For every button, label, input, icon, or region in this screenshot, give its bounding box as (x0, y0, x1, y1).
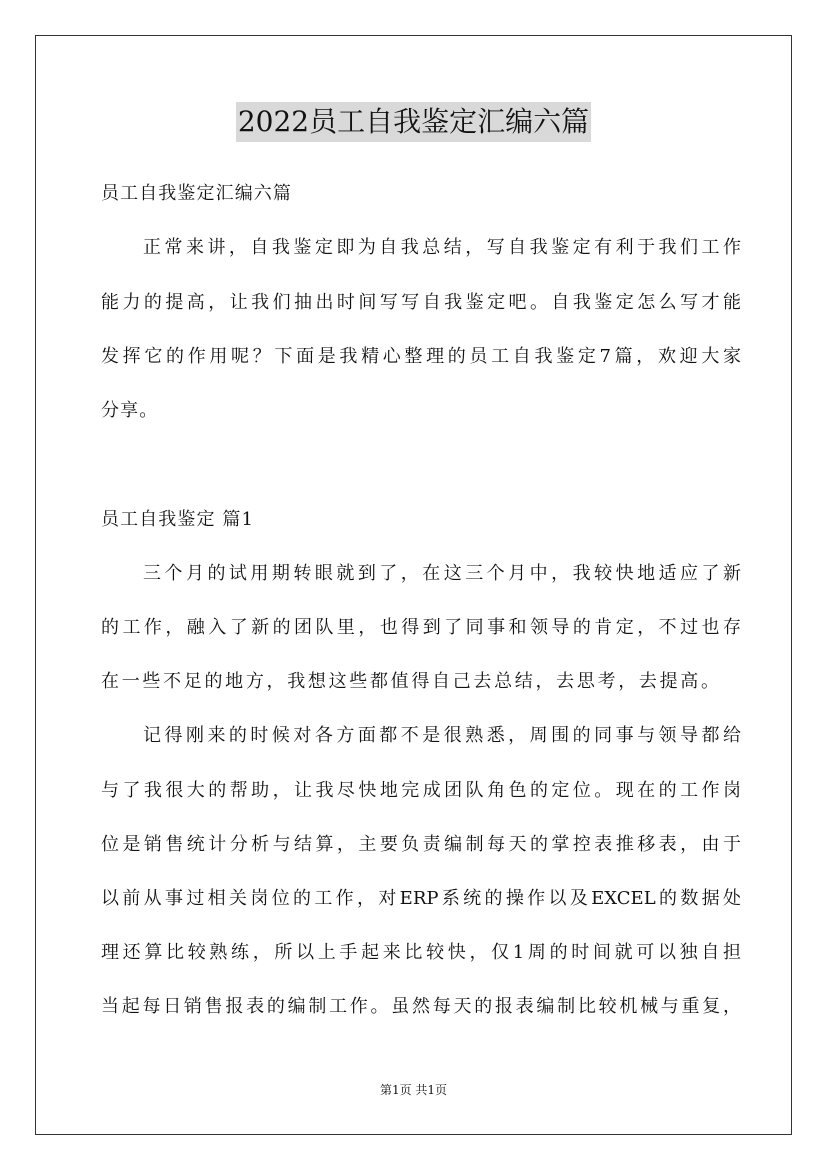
paragraph-line: 三个月的试用期转眼就到了，在这三个月中，我较快地适应了新 (143, 563, 741, 584)
document-subtitle: 员工自我鉴定汇编六篇 (101, 183, 292, 204)
intro-line: 正常来讲，自我鉴定即为自我总结，写自我鉴定有利于我们工作 (143, 237, 741, 258)
paragraph-line: 当起每日销售报表的编制工作。虽然每天的报表编制比较机械与重复， (101, 996, 741, 1017)
paragraph-line: 与了我很大的帮助，让我尽快地完成团队角色的定位。现在的工作岗 (101, 780, 741, 801)
title-container (0, 102, 827, 142)
paragraph-line: 记得刚来的时候对各方面都不是很熟悉，周围的同事与领导都给 (143, 725, 741, 746)
section-heading: 员工自我鉴定 篇1 (101, 509, 255, 530)
paragraph-line: 理还算比较熟练，所以上手起来比较快，仅1周的时间就可以独自担 (101, 942, 741, 963)
page-number-footer: 第1页 共1页 (379, 1083, 448, 1097)
intro-line: 能力的提高，让我们抽出时间写写自我鉴定吧。自我鉴定怎么写才能 (101, 292, 741, 313)
document-title: 2022员工自我鉴定汇编六篇 (236, 102, 591, 142)
intro-line: 发挥它的作用呢？下面是我精心整理的员工自我鉴定7篇，欢迎大家 (101, 346, 741, 367)
paragraph-line: 的工作，融入了新的团队里，也得到了同事和领导的肯定，不过也存 (101, 617, 741, 638)
paragraph-line: 位是销售统计分析与结算，主要负责编制每天的掌控表推移表，由于 (101, 834, 741, 855)
paragraph-line: 在一些不足的地方，我想这些都值得自己去总结，去思考，去提高。 (101, 671, 719, 692)
paragraph-line: 以前从事过相关岗位的工作，对ERP系统的操作以及EXCEL的数据处 (101, 888, 741, 909)
intro-line: 分享。 (101, 400, 159, 421)
